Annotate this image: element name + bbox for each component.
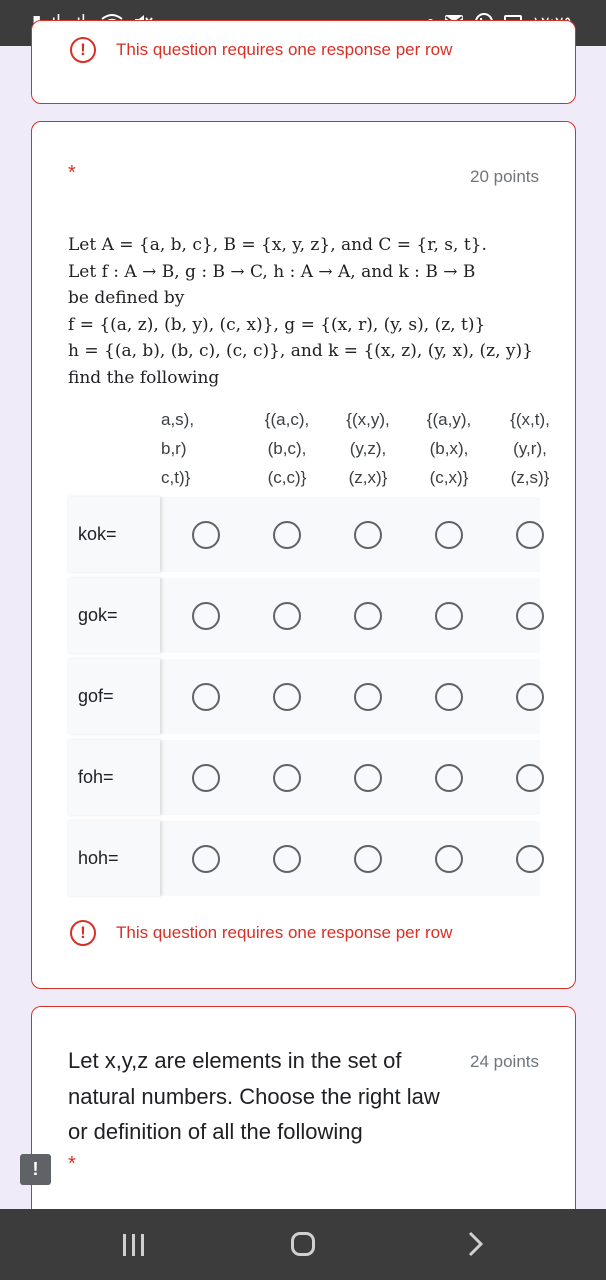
recents-button[interactable]: [123, 1234, 144, 1256]
question-line: Let f : A → B, g : B → C, h : A → A, and k : B → B: [68, 261, 476, 282]
grid-row-gok: [67, 578, 540, 653]
navigation-bar: [0, 1209, 606, 1280]
radio-option[interactable]: [516, 683, 544, 711]
recents-icon: [132, 1234, 135, 1256]
home-button[interactable]: [291, 1232, 315, 1256]
radio-option[interactable]: [354, 602, 382, 630]
grid-row-hoh: [67, 821, 540, 896]
radio-option[interactable]: [192, 845, 220, 873]
row-label: gok=: [67, 578, 160, 653]
column-header: {(x,y), (y,z), (z,x)}: [346, 410, 390, 487]
column-header: a,s), b,r) c,t)}: [161, 410, 195, 487]
question-line: f = {(a, z), (b, y), (c, x)}, g = {(x, r), (y, s), (z, t)}: [68, 314, 486, 335]
row-label: foh=: [67, 740, 160, 815]
radio-option[interactable]: [354, 521, 382, 549]
radio-option[interactable]: [192, 764, 220, 792]
choice-grid: [67, 405, 550, 902]
radio-option[interactable]: [273, 845, 301, 873]
back-button[interactable]: [461, 1229, 491, 1259]
radio-option[interactable]: [192, 602, 220, 630]
question-line: find the following: [68, 367, 220, 388]
radio-option[interactable]: [192, 521, 220, 549]
question-card: [31, 121, 576, 989]
required-asterisk: *: [68, 162, 76, 184]
radio-option[interactable]: [192, 683, 220, 711]
radio-option[interactable]: [354, 764, 382, 792]
error-message: [70, 920, 452, 946]
previous-question-card: [31, 20, 576, 104]
next-question-text: Let x,y,z are elements in the set of natural numbers. Choose the right law or definition of all the following: [68, 1048, 440, 1144]
radio-option[interactable]: [516, 845, 544, 873]
radio-option[interactable]: [273, 683, 301, 711]
feedback-icon[interactable]: !: [20, 1154, 51, 1185]
grid-row-gof: [67, 659, 540, 734]
radio-option[interactable]: [435, 602, 463, 630]
grid-column-headers: [67, 405, 550, 497]
radio-option[interactable]: [516, 764, 544, 792]
points-label: 24 points: [470, 1052, 539, 1071]
previous-error-message: [70, 37, 452, 63]
radio-option[interactable]: [273, 521, 301, 549]
radio-option[interactable]: [354, 845, 382, 873]
error-icon: !: [70, 37, 96, 63]
column-header: {(a,c), (b,c), (c,c)}: [264, 410, 310, 487]
radio-option[interactable]: [273, 602, 301, 630]
radio-option[interactable]: [435, 845, 463, 873]
row-label: kok=: [67, 497, 160, 572]
column-header: {(a,y), (b,x), (c,x)}: [426, 410, 472, 487]
radio-option[interactable]: [435, 683, 463, 711]
question-line: Let A = {a, b, c}, B = {x, y, z}, and C = {r, s, t}.: [68, 235, 487, 255]
radio-option[interactable]: [273, 764, 301, 792]
grid-row-kok: [67, 497, 540, 572]
recents-icon: [141, 1234, 144, 1256]
question-line: h = {(a, b), (b, c), (c, c)}, and k = {(x, z), (y, x), (z, y)}: [68, 341, 533, 361]
column-header: {(x,t), (y,r), (z,s)}: [510, 410, 550, 487]
question-text: [68, 232, 548, 391]
required-asterisk: *: [68, 1153, 76, 1175]
question-line: be defined by: [68, 288, 185, 308]
row-label: hoh=: [67, 821, 160, 896]
recents-icon: [123, 1234, 126, 1256]
error-text: This question requires one response per row: [116, 40, 453, 59]
points-label: 20 points: [470, 167, 539, 186]
error-text: This question requires one response per row: [116, 923, 453, 942]
error-icon: !: [70, 920, 96, 946]
radio-option[interactable]: [354, 683, 382, 711]
row-label: gof=: [67, 659, 160, 734]
radio-option[interactable]: [516, 602, 544, 630]
radio-option[interactable]: [516, 521, 544, 549]
grid-row-foh: [67, 740, 540, 815]
radio-option[interactable]: [435, 764, 463, 792]
radio-option[interactable]: [435, 521, 463, 549]
